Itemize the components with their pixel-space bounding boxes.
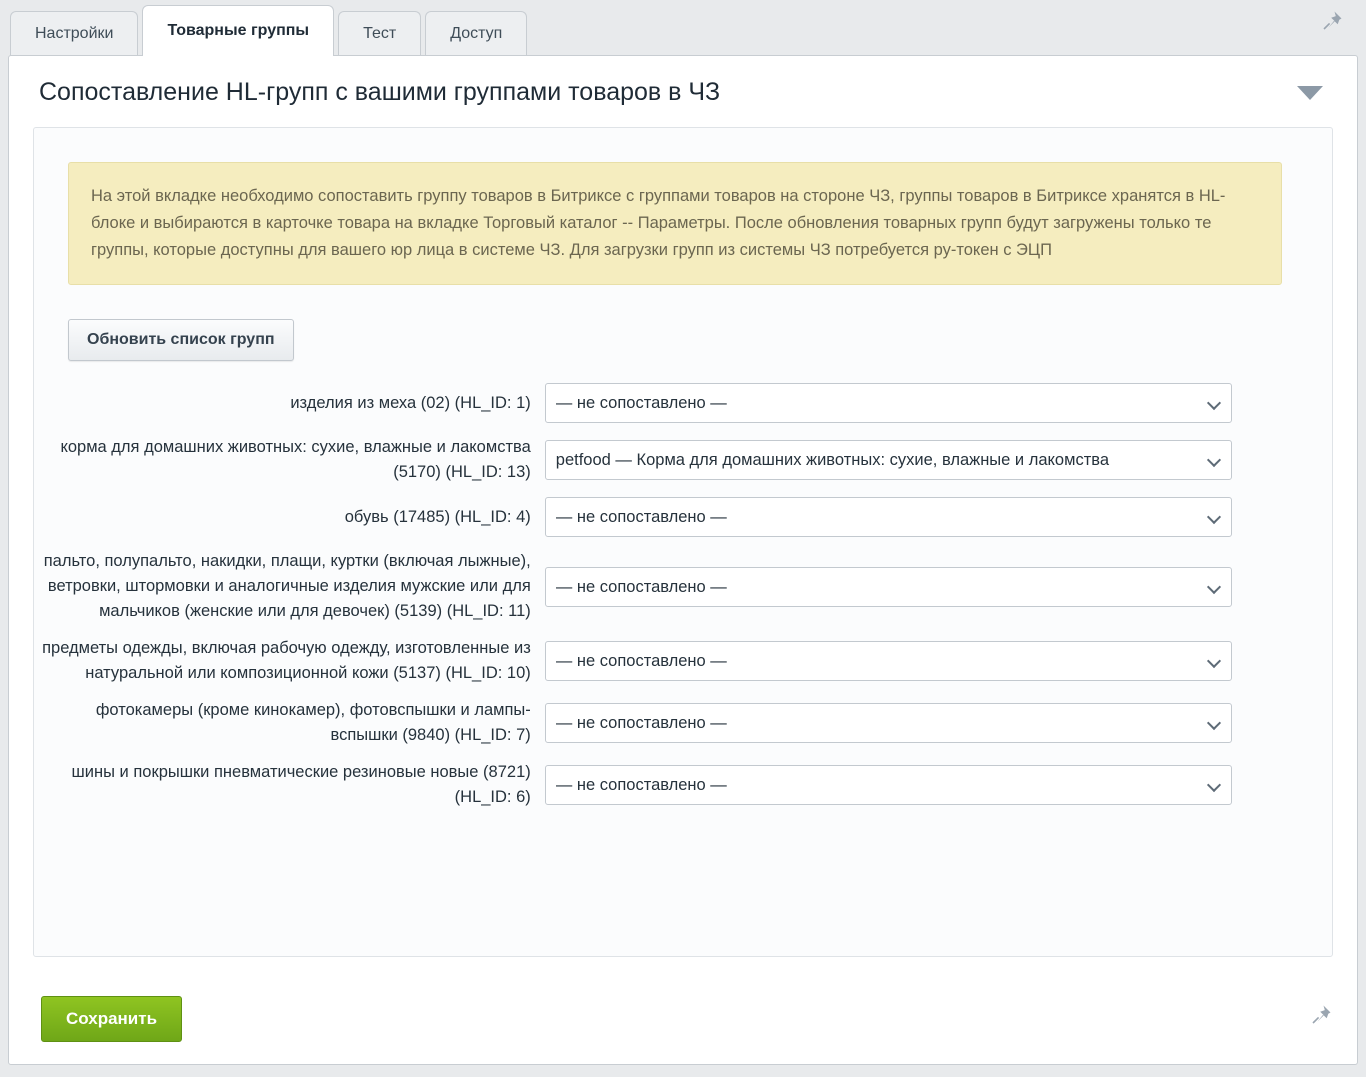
mapping-select-wrap (545, 567, 1232, 607)
mapping-select-fur[interactable] (545, 383, 1232, 423)
mapping-select-wrap (545, 641, 1232, 681)
mapping-select-wrap (545, 765, 1232, 805)
tab-settings[interactable]: Настройки (10, 11, 138, 56)
tab-product-groups[interactable]: Товарные группы (142, 5, 334, 56)
mapping-select-wrap (545, 440, 1232, 480)
tab-access[interactable]: Доступ (425, 11, 527, 56)
mapping-row (34, 497, 1232, 537)
page-title: Сопоставление HL-групп с вашими группами товаров в ЧЗ (39, 78, 721, 106)
mapping-row (34, 435, 1232, 485)
mapping-row-label: изделия из меха (02) (HL_ID: 1) (290, 393, 531, 412)
mapping-select-shoes[interactable] (545, 497, 1232, 537)
panel-header (9, 56, 1357, 121)
mapping-row (34, 636, 1232, 686)
mapping-row (34, 698, 1232, 748)
chevron-down-icon[interactable] (1297, 86, 1323, 100)
mapping-row-label: корма для домашних животных: сухие, влажные и лакомства (5170) (HL_ID: 13) (60, 438, 531, 481)
mapping-select-leather[interactable] (545, 641, 1232, 681)
mapping-row-label: предметы одежды, включая рабочую одежду, изготовленные из натуральной или композиционной кожи (5137) (HL_ID: 10) (42, 639, 531, 682)
tab-bar (0, 0, 1366, 56)
pin-icon[interactable] (1320, 8, 1344, 34)
panel-footer (9, 984, 1357, 1064)
mapping-select-wrap (545, 497, 1232, 537)
mapping-row-label: обувь (17485) (HL_ID: 4) (344, 507, 531, 526)
mapping-row (34, 383, 1232, 423)
info-notice: На этой вкладке необходимо сопоставить группу товаров в Битриксе с группами товаров на стороне ЧЗ, группы товаров в Битриксе хранятся в HL-блоке и выбираются в карточке товара на вкладке Торговый каталог -- Параметры. После обновления товарных групп будут загружены только те группы, которые доступны для вашего юр лица в системе ЧЗ. Для загрузки групп из системы ЧЗ потребуется ру-токен с ЭЦП (68, 162, 1282, 285)
mapping-select-cameras[interactable] (545, 703, 1232, 743)
mapping-select-wrap (545, 703, 1232, 743)
mapping-rows (34, 383, 1332, 810)
mapping-row-label: фотокамеры (кроме кинокамер), фотовспышки и лампы-вспышки (9840) (HL_ID: 7) (95, 701, 531, 744)
pin-icon[interactable] (1309, 1002, 1333, 1028)
mapping-row (34, 549, 1232, 624)
mapping-select-petfood[interactable] (545, 440, 1232, 480)
tab-test[interactable]: Тест (338, 11, 421, 56)
mapping-row-label: шины и покрышки пневматические резиновые новые (8721) (HL_ID: 6) (71, 763, 531, 806)
panel-body (33, 127, 1333, 957)
mapping-select-tyres[interactable] (545, 765, 1232, 805)
save-button[interactable]: Сохранить (41, 996, 182, 1042)
mapping-select-wrap (545, 383, 1232, 423)
mapping-row (34, 760, 1232, 810)
mapping-select-outerwear[interactable] (545, 567, 1232, 607)
mapping-row-label: пальто, полупальто, накидки, плащи, куртки (включая лыжные), ветровки, штормовки и аналогичные изделия мужские или для мальчиков (женские или для девочек) (5139) (HL_ID: 11) (43, 552, 531, 620)
product-groups-panel (8, 55, 1358, 1065)
refresh-groups-button[interactable]: Обновить список групп (68, 319, 294, 361)
